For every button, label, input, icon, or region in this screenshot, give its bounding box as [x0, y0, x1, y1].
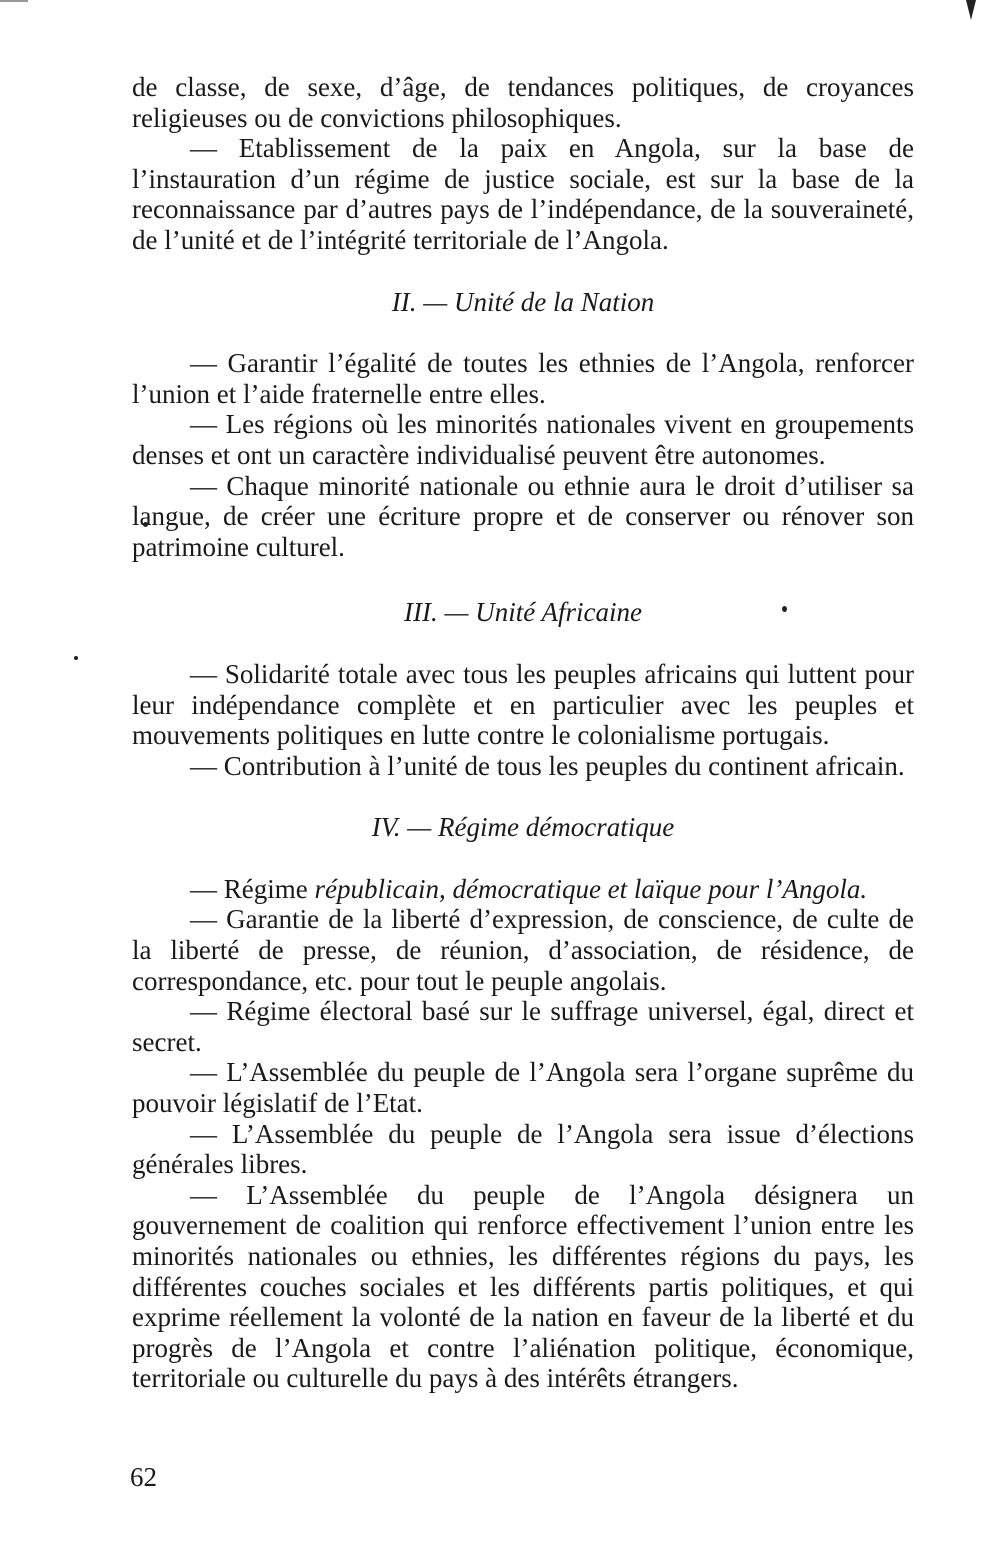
section2-paragraph: — Garantir l’égalité de toutes les ethnies de l’Angola, renforcer l’union et l’aide fraternelle entre elles. [132, 348, 914, 409]
section2-paragraph: — Les régions où les minorités nationales vivent en groupements denses et ont un caractère individualisé peuvent être autonomes. [132, 409, 914, 470]
section3-paragraph: — Solidarité totale avec tous les peuples africains qui luttent pour leur indépendance complète et en particulier avec les peuples et mouvements politiques en lutte contre le colonialisme portugais. [132, 658, 914, 751]
section4-first-prefix: — Régime [190, 873, 315, 904]
intro-paragraph-1: de classe, de sexe, d’âge, de tendances politiques, de croyances religieuses ou de convictions philosophiques. [132, 72, 914, 133]
scan-mark-top-left [0, 0, 28, 2]
section4-paragraph [132, 874, 914, 905]
page-number: 62 [130, 1462, 157, 1492]
scan-mark-top-right [966, 0, 976, 20]
section3-paragraph: — Contribution à l’unité de tous les peuples du continent africain. [190, 750, 905, 781]
section4-paragraph: — Régime électoral basé sur le suffrage universel, égal, direct et secret. [132, 996, 914, 1057]
section-heading-regime-democratique: IV. — Régime démocratique [371, 812, 675, 843]
section4-paragraph: — L’Assemblée du peuple de l’Angola désignera un gouvernement de coalition qui renforce effectivement l’union entre les minorités nationales ou ethnies, les différentes régions du pays, les différentes couches sociales et les différents partis politiques, et qui exprime réellement la volonté de la nation en faveur de la liberté et du progrès de l’Angola et contre l’aliénation politique, économique, territoriale ou culturelle du pays à des intérêts étrangers. [132, 1179, 914, 1394]
scan-speck [74, 656, 78, 660]
section4-paragraph: — L’Assemblée du peuple de l’Angola sera issue d’élections générales libres. [132, 1118, 914, 1180]
section-heading-unite-africaine: III. — Unité Africaine [404, 597, 642, 628]
section4-first-italic: républicain, démocratique et laïque pour l’Angola. [314, 873, 868, 904]
section4-paragraph: — L’Assemblée du peuple de l’Angola sera l’organe suprême du pouvoir législatif de l’Etat. [132, 1057, 914, 1119]
intro-paragraph-2: — Etablissement de la paix en Angola, sur la base de l’instauration d’un régime de justice sociale, est sur la base de la reconnaissance par d’autres pays de l’indépendance, de la souveraineté, de l’unité et de l’intégrité territoriale de l’Angola. [132, 133, 914, 255]
section2-paragraph: — Chaque minorité nationale ou ethnie aura le droit d’utiliser sa langue, de créer une écriture propre et de conserver ou rénover son patrimoine culturel. [132, 470, 914, 562]
section-heading-unite-nation: II. — Unité de la Nation [391, 286, 655, 317]
page-body [132, 72, 914, 1394]
section4-paragraph: — Garantie de la liberté d’expression, de conscience, de culte de la liberté de presse, de réunion, d’association, de résidence, de correspondance, etc. pour tout le peuple angolais. [132, 904, 914, 996]
